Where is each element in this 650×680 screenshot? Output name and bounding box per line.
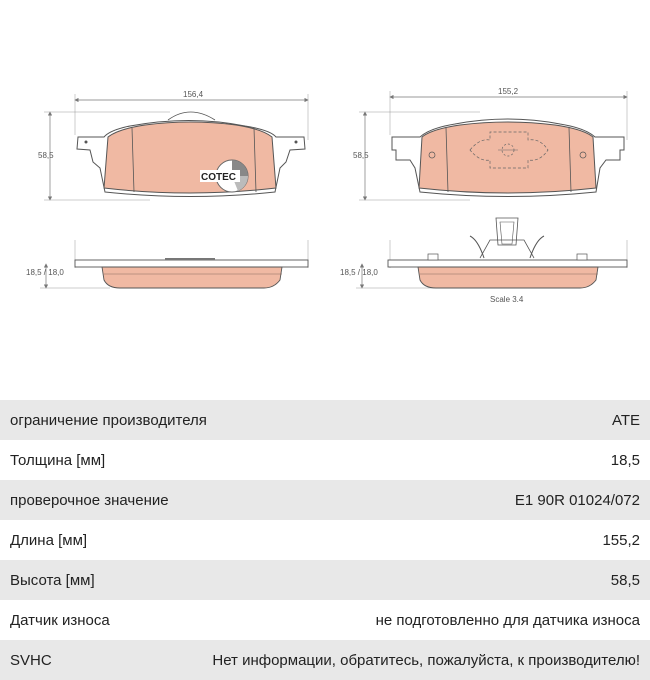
right-height-dimension: 58,5 — [353, 151, 369, 160]
spec-value: 155,2 — [602, 531, 640, 549]
spec-row-thickness — [0, 440, 650, 480]
spec-row-length — [0, 520, 650, 560]
spec-label: Датчик износа — [10, 611, 110, 629]
right-width-dimension: 155,2 — [498, 87, 519, 96]
spec-value: Нет информации, обратитесь, пожалуйста, к производителю! — [212, 651, 640, 669]
spec-value: ATE — [611, 411, 640, 429]
cotec-logo-text: COTEC — [201, 172, 236, 183]
spec-row-svhc — [0, 640, 650, 680]
spec-label: ограничение производителя — [10, 411, 207, 429]
left-height-dimension: 58,5 — [38, 151, 54, 160]
spec-label: Толщина [мм] — [10, 451, 106, 469]
spec-label: Высота [мм] — [10, 571, 95, 589]
spec-value: не подготовленно для датчика износа — [375, 611, 640, 629]
spec-row-manufacturer-restriction — [0, 400, 650, 440]
right-pad-front-view — [353, 87, 627, 200]
right-thickness-dimension: 18,5 / 18,0 — [340, 268, 378, 277]
spec-row-approval-number — [0, 480, 650, 520]
left-thickness-dimension: 18,5 / 18,0 — [26, 268, 64, 277]
right-pad-side-view — [340, 218, 627, 288]
left-pad-front-view — [38, 90, 308, 200]
spec-label: Длина [мм] — [10, 531, 88, 549]
specifications-table — [0, 400, 650, 680]
scale-label: Scale 3.4 — [490, 295, 524, 304]
spec-row-height — [0, 560, 650, 600]
spec-value: 18,5 — [610, 451, 640, 469]
left-width-dimension: 156,4 — [183, 90, 204, 99]
spec-value: 58,5 — [610, 571, 640, 589]
spec-row-wear-sensor — [0, 600, 650, 640]
spec-label: проверочное значение — [10, 491, 169, 509]
spec-value: E1 90R 01024/072 — [514, 491, 640, 509]
left-pad-side-view — [26, 240, 308, 288]
spec-label: SVHC — [10, 651, 52, 669]
